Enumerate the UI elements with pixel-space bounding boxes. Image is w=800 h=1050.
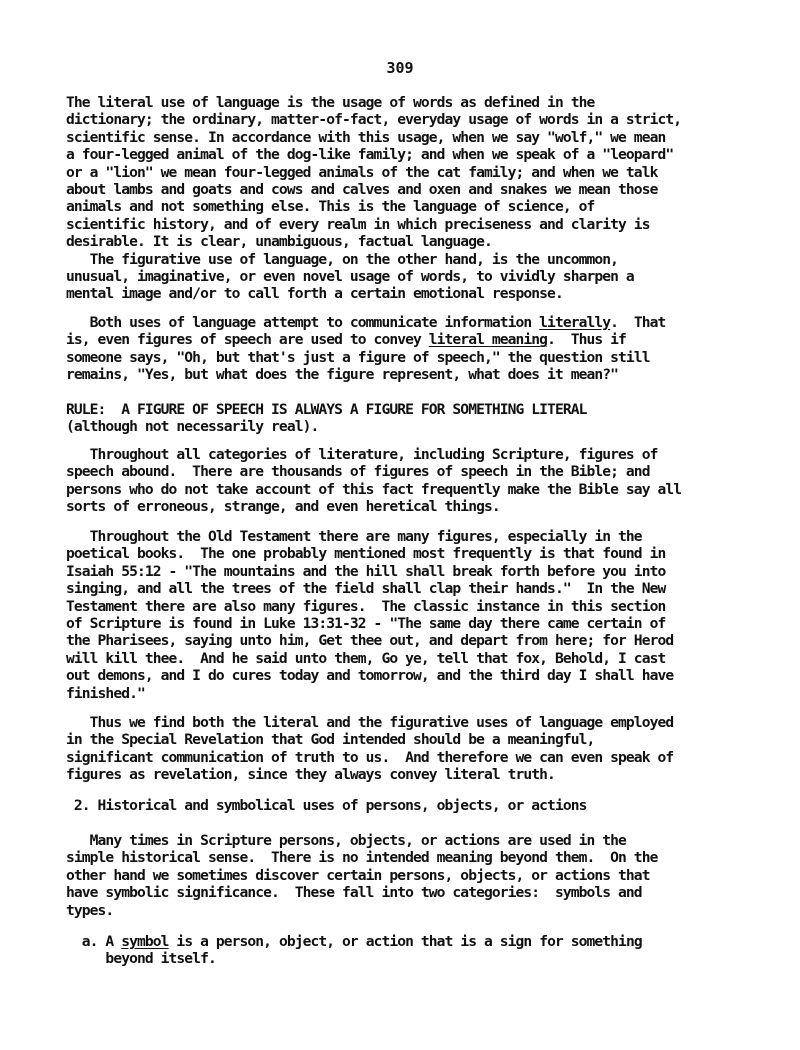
text-line: finished." [66,684,145,702]
text-segment: a. A [66,933,122,950]
text-line: The figurative use of language, on the other hand, is the uncommon, [66,250,619,268]
text-segment: Both uses of language attempt to communicate information [66,314,540,331]
text-line: 2. Historical and symbolical uses of persons, objects, or actions [66,797,587,814]
text-line: simple historical sense. There is no intended meaning beyond them. On the [66,849,658,867]
text-line: types. [66,901,114,919]
text-line: scientific sense. In accordance with this usage, when we say "wolf," we mean [66,128,666,146]
text-line: out demons, and I do cures today and tomorrow, and the third day I shall have [66,667,674,685]
text-line: a four-legged animal of the dog-like family; and when we speak of a "leopard" [66,146,674,164]
underlined-literal-meaning: literal meaning [428,331,548,349]
text-line: (although not necessarily real). [66,418,319,436]
text-line: Isaiah 55:12 - "The mountains and the hill shall break forth before you into [66,562,666,580]
text-segment: is, even figures of speech are used to convey [66,331,429,349]
text-line: remains, "Yes, but what does the figure represent, what does it mean?" [66,366,619,384]
text-line: have symbolic significance. These fall into two categories: symbols and [66,884,642,902]
text-segment: . Thus if [547,331,626,349]
underlined-literally: literally [539,314,611,331]
text-line: speech abound. There are thousands of figures of speech in the Bible; and [66,463,650,481]
text-line: singing, and all the trees of the field shall clap their hands." In the New [66,580,666,598]
text-line: someone says, "Oh, but that's just a figure of speech," the question still [66,348,650,366]
text-segment: . That [610,314,666,331]
paragraph-both-uses [66,314,746,384]
underlined-symbol: symbol [121,933,169,950]
rule-statement [66,401,746,436]
text-line: unusual, imaginative, or even novel usage of words, to vividly sharpen a [66,268,634,286]
text-line: or a "lion" we mean four-legged animals of the cat family; and when we talk [66,163,658,181]
paragraph-many-times [66,832,746,919]
text-line: other hand we sometimes discover certain persons, objects, or actions that [66,866,650,884]
text-line: sorts of erroneous, strange, and even heretical things. [66,498,500,516]
text-line: the Pharisees, saying unto him, Get thee out, and depart from here; for Herod [66,632,674,650]
rule-heading: RULE: A FIGURE OF SPEECH IS ALWAYS A FIGURE FOR SOMETHING LITERAL [66,401,587,418]
page-number: 309 [386,59,414,77]
text-line: in the Special Revelation that God intended should be a meaningful, [66,731,595,749]
text-line: scientific history, and of every realm in which preciseness and clarity is [66,215,650,233]
text-line: desirable. It is clear, unambiguous, factual language. [66,233,492,251]
text-line: Throughout all categories of literature, including Scripture, figures of [66,446,658,463]
text-line: about lambs and goats and cows and calves and oxen and snakes we mean those [66,181,658,199]
list-item-a-symbol [66,933,746,968]
text-segment: is a person, object, or action that is a sign for something [168,933,642,950]
paragraph-old-testament [66,528,746,702]
text-line: figures as revelation, since they always convey literal truth. [66,766,555,784]
paragraph-literal-figurative [66,94,746,303]
text-line: Throughout the Old Testament there are many figures, especially in the [66,528,642,545]
text-line: persons who do not take account of this fact frequently make the Bible say all [66,480,682,498]
text-line: animals and not something else. This is the language of science, of [66,198,595,216]
paragraph-thus-we-find [66,714,746,784]
text-line: Testament there are also many figures. The classic instance in this section [66,597,666,615]
text-line [66,331,746,348]
text-line: beyond itself. [66,950,216,968]
text-line: dictionary; the ordinary, matter-of-fact, everyday usage of words in a strict, [66,111,682,129]
text-line: will kill thee. And he said unto them, Go ye, tell that fox, Behold, I cast [66,649,666,667]
text-line [66,314,746,331]
text-line: mental image and/or to call forth a certain emotional response. [66,285,563,303]
paragraph-figures-abound [66,446,746,516]
section-heading-2 [66,797,746,814]
text-line: The literal use of language is the usage of words as defined in the [66,94,595,111]
text-line [66,933,746,950]
text-line: poetical books. The one probably mentioned most frequently is that found in [66,545,666,563]
text-line: Thus we find both the literal and the figurative uses of language employed [66,714,674,731]
text-line: Many times in Scripture persons, objects, or actions are used in the [66,832,626,849]
text-line: significant communication of truth to us. And therefore we can even speak of [66,748,674,766]
text-line: of Scripture is found in Luke 13:31-32 - "The same day there came certain of [66,615,666,633]
